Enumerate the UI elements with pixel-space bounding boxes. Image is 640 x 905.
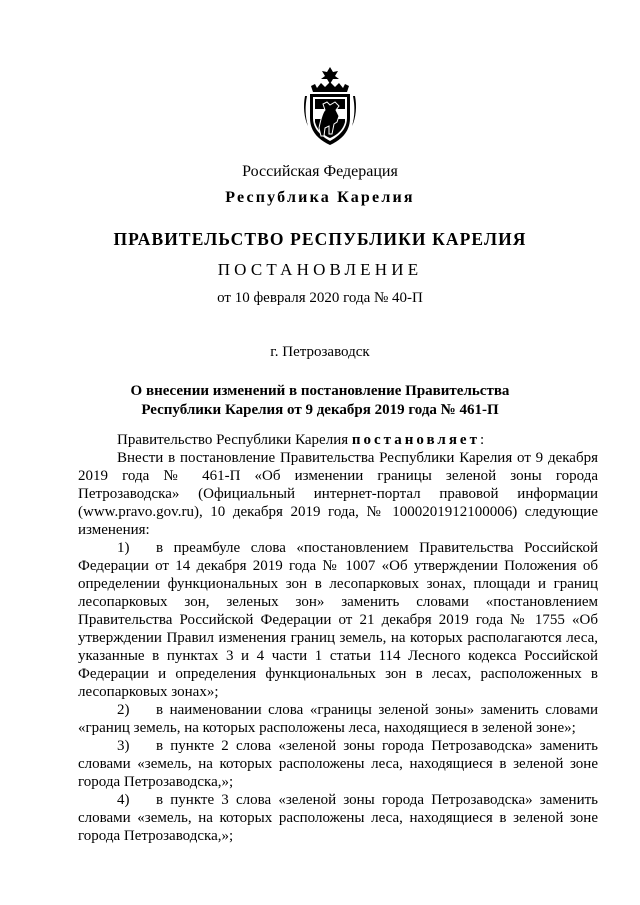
list-item [78, 539, 598, 701]
document-subject [0, 382, 640, 420]
item-text: в пункте 3 слова «зеленой зоны города Петрозаводска» заменить словами «земель, на которых расположены леса, находящиеся в зеленой зоне города Петрозаводска,»; [78, 792, 598, 844]
item-number: 3) [117, 738, 130, 754]
main-paragraph: Внести в постановление Правительства Республики Карелия от 9 декабря 2019 года № 461-П «Об изменении границы зеленой зоны города Петрозаводска» (Официальный интернет-портал правовой информации (www.pravo.gov.ru), 10 декабря 2019 года, № 1000201912100006) следующие изменения: [78, 450, 598, 538]
item-text: в пункте 2 слова «зеленой зоны города Петрозаводска» заменить словами «земель, на которых расположены леса, находящиеся в зеленой зоне города Петрозаводска,»; [78, 738, 598, 790]
country-name: Российская Федерация [242, 163, 398, 180]
list-item [78, 737, 598, 791]
document-type: ПОСТАНОВЛЕНИЕ [217, 260, 423, 279]
karelia-coat-of-arms-icon [299, 66, 361, 146]
government-title: ПРАВИТЕЛЬСТВО РЕСПУБЛИКИ КАРЕЛИЯ [113, 229, 527, 249]
republic-name: Республика Карелия [225, 189, 415, 206]
item-text: в преамбуле слова «постановлением Правительства Российской Федерации от 14 декабря 2019 года № 1007 «Об утверждении Положения об определении функциональных зон в лесопарковых зонах, площади и границ лесопарковых зон, зеленых зон» заменить словами «постановлением Правительства Российской Федерации от 21 декабря 2019 года № 1755 «Об утверждении Правил изменения границ земель, на которых располагаются леса, указанные в пунктах 3 и 4 части 1 статьи 114 Лесного кодекса Российской Федерации и определения функциональных зон в лесах, расположенных в лесопарковых зонах»; [78, 540, 598, 700]
document-body [78, 431, 598, 845]
subject-line-2: Республики Карелия от 9 декабря 2019 года № 461-П [141, 402, 499, 418]
document-date: от 10 февраля 2020 года № 40-П [217, 290, 423, 306]
item-text: в наименовании слова «границы зеленой зоны» заменить словами «границ земель, на которых расположены леса, находящиеся в зеленой зоне»; [78, 702, 598, 736]
list-item [78, 701, 598, 737]
intro-text: Правительство Республики Карелия [117, 432, 352, 448]
intro-colon: : [479, 432, 485, 448]
item-number: 1) [117, 540, 130, 556]
item-number: 2) [117, 702, 130, 718]
intro-verb: постановляет [351, 432, 480, 448]
list-item [78, 791, 598, 845]
subject-line-1: О внесении изменений в постановление Правительства [130, 383, 510, 399]
item-number: 4) [117, 792, 130, 808]
document-city: г. Петрозаводск [270, 344, 370, 360]
intro-paragraph [78, 431, 598, 449]
